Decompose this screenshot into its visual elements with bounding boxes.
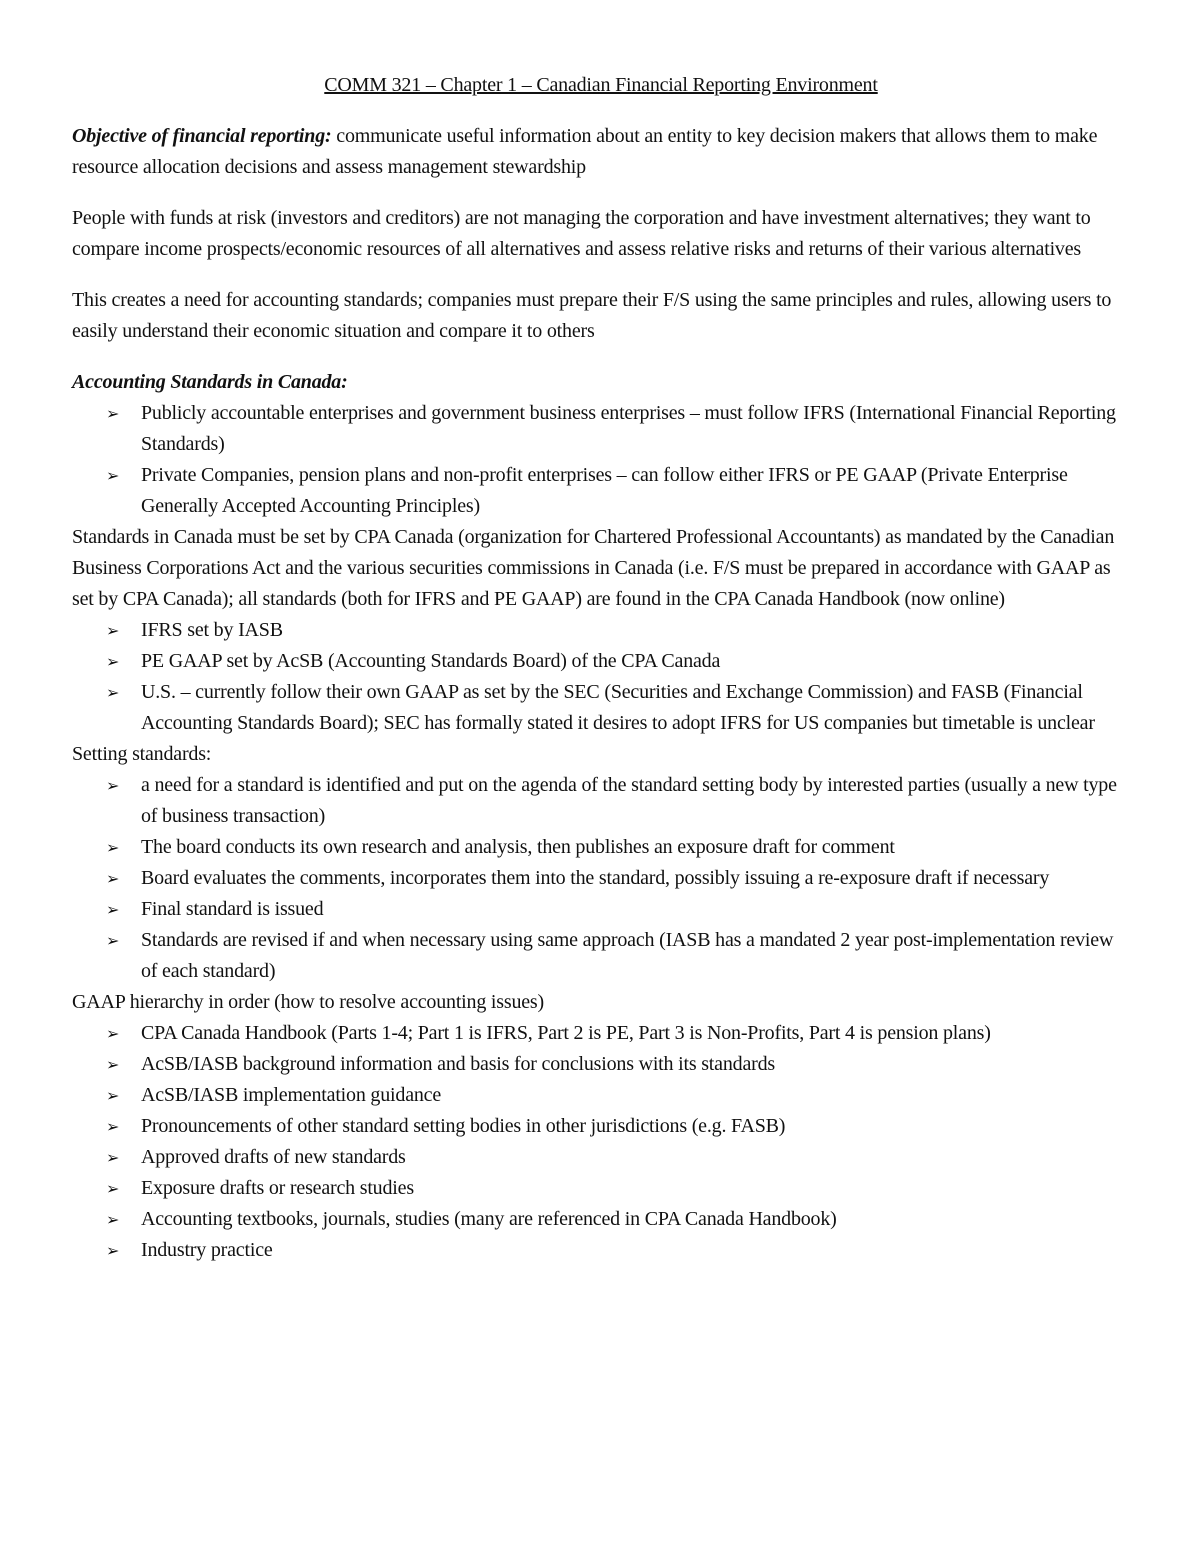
list-item: [72, 1111, 1130, 1142]
arrow-bullet-icon: ➢: [106, 404, 120, 423]
list-item: [72, 832, 1130, 863]
standards-paragraph: Standards in Canada must be set by CPA Canada (organization for Chartered Professional Accountants) as mandated by the Canadian Business Corporations Act and the various securities commissions in Canada (i.e. F/S must be prepared in accordance with GAAP as set by CPA Canada); all standards (both for IFRS and PE GAAP) are found in the CPA Canada Handbook (now online): [72, 526, 1115, 610]
arrow-bullet-icon: ➢: [106, 776, 120, 795]
arrow-bullet-icon: ➢: [106, 621, 120, 640]
list-item: [72, 615, 1130, 646]
arrow-bullet-icon: ➢: [106, 931, 120, 950]
list-item-text: Exposure drafts or research studies: [141, 1177, 414, 1199]
list-item: [72, 863, 1130, 894]
document-title: COMM 321 – Chapter 1 – Canadian Financial Reporting Environment: [324, 74, 878, 96]
list-item: [72, 398, 1130, 460]
arrow-bullet-icon: ➢: [106, 466, 120, 485]
arrow-bullet-icon: ➢: [106, 1086, 120, 1105]
list-item-text: Approved drafts of new standards: [141, 1146, 406, 1168]
list-item-text: a need for a standard is identified and put on the agenda of the standard setting body by interested parties (usually a new type of business transaction): [141, 774, 1117, 827]
arrow-bullet-icon: ➢: [106, 1117, 120, 1136]
list-item-text: Final standard is issued: [141, 898, 324, 920]
objective-text: communicate useful information about an entity to key decision makers that allows them to make resource allocation decisions and assess management stewardship: [72, 125, 1098, 178]
arrow-bullet-icon: ➢: [106, 1179, 120, 1198]
list-item: [72, 1173, 1130, 1204]
list-item: [72, 460, 1130, 522]
list-item-text: PE GAAP set by AcSB (Accounting Standards Board) of the CPA Canada: [141, 650, 721, 672]
list-item-text: The board conducts its own research and analysis, then publishes an exposure draft for comment: [141, 836, 895, 858]
gaap-list: [72, 1018, 1130, 1266]
list-item-text: Private Companies, pension plans and non-profit enterprises – can follow either IFRS or PE GAAP (Private Enterprise Generally Accepted Accounting Principles): [141, 464, 1068, 517]
list-item: [72, 1080, 1130, 1111]
list-item-text: Accounting textbooks, journals, studies (many are referenced in CPA Canada Handbook): [141, 1208, 837, 1230]
gaap-heading: GAAP hierarchy in order (how to resolve accounting issues): [72, 991, 544, 1013]
arrow-bullet-icon: ➢: [106, 1241, 120, 1260]
standards-list: [72, 398, 1130, 522]
setters-list: [72, 615, 1130, 739]
arrow-bullet-icon: ➢: [106, 683, 120, 702]
list-item-text: Standards are revised if and when necessary using same approach (IASB has a mandated 2 year post-implementation review of each standard): [141, 929, 1114, 982]
standards-need-paragraph: This creates a need for accounting standards; companies must prepare their F/S using the same principles and rules, allowing users to easily understand their economic situation and compare it to others: [72, 289, 1112, 342]
list-item-text: CPA Canada Handbook (Parts 1-4; Part 1 is IFRS, Part 2 is PE, Part 3 is Non-Profits, Part 4 is pension plans): [141, 1022, 991, 1044]
setting-list: [72, 770, 1130, 987]
arrow-bullet-icon: ➢: [106, 869, 120, 888]
arrow-bullet-icon: ➢: [106, 1055, 120, 1074]
list-item: [72, 770, 1130, 832]
investors-paragraph: People with funds at risk (investors and creditors) are not managing the corporation and have investment alternatives; they want to compare income prospects/economic resources of all alternatives and assess relative risks and returns of their various alternatives: [72, 207, 1091, 260]
list-item-text: IFRS set by IASB: [141, 619, 283, 641]
list-item: [72, 894, 1130, 925]
arrow-bullet-icon: ➢: [106, 652, 120, 671]
list-item-text: Publicly accountable enterprises and government business enterprises – must follow IFRS (International Financial Reporting Standards): [141, 402, 1116, 455]
arrow-bullet-icon: ➢: [106, 838, 120, 857]
list-item: [72, 1018, 1130, 1049]
arrow-bullet-icon: ➢: [106, 1148, 120, 1167]
list-item: [72, 1142, 1130, 1173]
list-item: [72, 646, 1130, 677]
list-item-text: AcSB/IASB background information and basis for conclusions with its standards: [141, 1053, 775, 1075]
arrow-bullet-icon: ➢: [106, 1210, 120, 1229]
list-item: [72, 1049, 1130, 1080]
list-item-text: U.S. – currently follow their own GAAP as set by the SEC (Securities and Exchange Commission) and FASB (Financial Accounting Standards Board); SEC has formally stated it desires to adopt IFRS for US companies but timetable is unclear: [141, 681, 1095, 734]
arrow-bullet-icon: ➢: [106, 1024, 120, 1043]
list-item: [72, 1235, 1130, 1266]
list-item-text: Board evaluates the comments, incorporates them into the standard, possibly issuing a re-exposure draft if necessary: [141, 867, 1050, 889]
list-item: [72, 1204, 1130, 1235]
list-item-text: AcSB/IASB implementation guidance: [141, 1084, 442, 1106]
list-item: [72, 925, 1130, 987]
arrow-bullet-icon: ➢: [106, 900, 120, 919]
setting-heading: Setting standards:: [72, 743, 212, 765]
list-item-text: Pronouncements of other standard setting bodies in other jurisdictions (e.g. FASB): [141, 1115, 786, 1137]
objective-paragraph: [72, 121, 1130, 183]
objective-label: Objective of financial reporting:: [72, 125, 332, 147]
list-item-text: Industry practice: [141, 1239, 273, 1261]
standards-heading: Accounting Standards in Canada:: [72, 371, 348, 393]
list-item: [72, 677, 1130, 739]
